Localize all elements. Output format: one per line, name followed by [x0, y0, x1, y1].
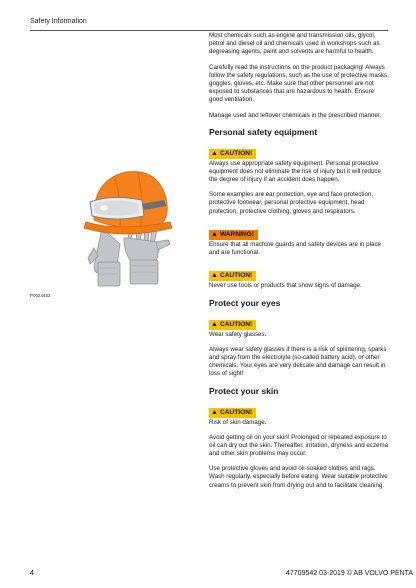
- badge-label: WARNING!: [219, 230, 255, 238]
- ppe-caution-text-1: Always use appropriate safety equipment. Personal protective equipment does not eliminate the risk of injury but it will reduce the degree of injury if an accident does happen.: [209, 159, 381, 184]
- warning-triangle-icon: ▲: [211, 230, 218, 238]
- header-title: Safety Information: [30, 18, 87, 25]
- ppe-warning-text: Ensure that all machine guards and safety devices are in place and are functional.: [209, 240, 381, 257]
- figure-code: P0024482: [30, 293, 51, 298]
- ppe-warning-badge: [209, 230, 258, 240]
- badge-label: CAUTION!: [219, 272, 253, 280]
- badge-label: CAUTION!: [219, 320, 253, 328]
- skin-caution-text: Risk of skin damage.: [209, 418, 267, 426]
- eyes-caution-text: Wear safety glasses.: [209, 330, 267, 338]
- ppe-caution-badge-1: [209, 149, 256, 159]
- intro-paragraph-3: Manage used and leftover chemicals in the prescribed manner.: [209, 111, 382, 119]
- eyes-body: Always wear safety glasses if there is a risk of splintering, sparks and spray from the electrolyte (so-called battery acid), or other chemicals. Your eyes are very delicate and damage can result in loss of sight!: [209, 345, 387, 378]
- badge-label: CAUTION!: [219, 408, 253, 416]
- warning-triangle-icon: ▲: [211, 272, 218, 280]
- warning-triangle-icon: ▲: [211, 408, 218, 416]
- content-column: [209, 32, 389, 497]
- ppe-caution-text-2: Never use tools or products that show signs of damage.: [209, 282, 362, 290]
- ppe-caution-badge-2: [209, 271, 256, 281]
- intro-paragraph-1: Most chemicals such as engine and transmission oils, glycol, petrol and diesel oil and chemicals used in workshops such as degreasing agents, paint and solvents are harmful to health.: [209, 32, 380, 56]
- page-number: 4: [30, 570, 34, 577]
- intro-paragraph-2: Carefully read the instructions on the product packaging! Always follow the safety regulations, such as the use of protective masks, goggles, gloves, etc. Make sure that other personnel are not exposed to substances that are hazardous to health. Ensure good ventilation.: [209, 63, 389, 104]
- skin-heading: Protect your skin: [209, 385, 279, 396]
- ppe-examples: Some examples are ear protection, eye and face protection, protective footwear, personal protective equipment, head protection, protective clothing, gloves and respirators.: [209, 191, 374, 215]
- skin-body-1: Avoid getting oil on your skin! Prolonged or repeated exposure to oil can dry out the skin. Thereafter, irritation, dryness and eczema and other skin problems may occur.: [209, 433, 389, 458]
- ppe-illustration: [80, 158, 180, 288]
- warning-triangle-icon: ▲: [211, 149, 218, 157]
- document-reference: 47709542 03-2019 © AB VOLVO PENTA: [286, 570, 414, 577]
- page-header: [30, 10, 388, 31]
- skin-body-2: Use protective gloves and avoid oil-soaked clothes and rags. Wash regularly, especially before eating. Wear suitable protective creams to prevent skin from drying out and to facilitate cleaning.: [209, 465, 388, 489]
- ppe-heading: Personal safety equipment: [209, 126, 318, 137]
- warning-triangle-icon: ▲: [211, 320, 218, 328]
- eyes-heading: Protect your eyes: [209, 297, 281, 308]
- helmet-goggles-gloves-image: [80, 158, 180, 288]
- badge-label: CAUTION!: [219, 149, 253, 157]
- skin-caution-badge: [209, 408, 256, 418]
- eyes-caution-badge: [209, 320, 256, 330]
